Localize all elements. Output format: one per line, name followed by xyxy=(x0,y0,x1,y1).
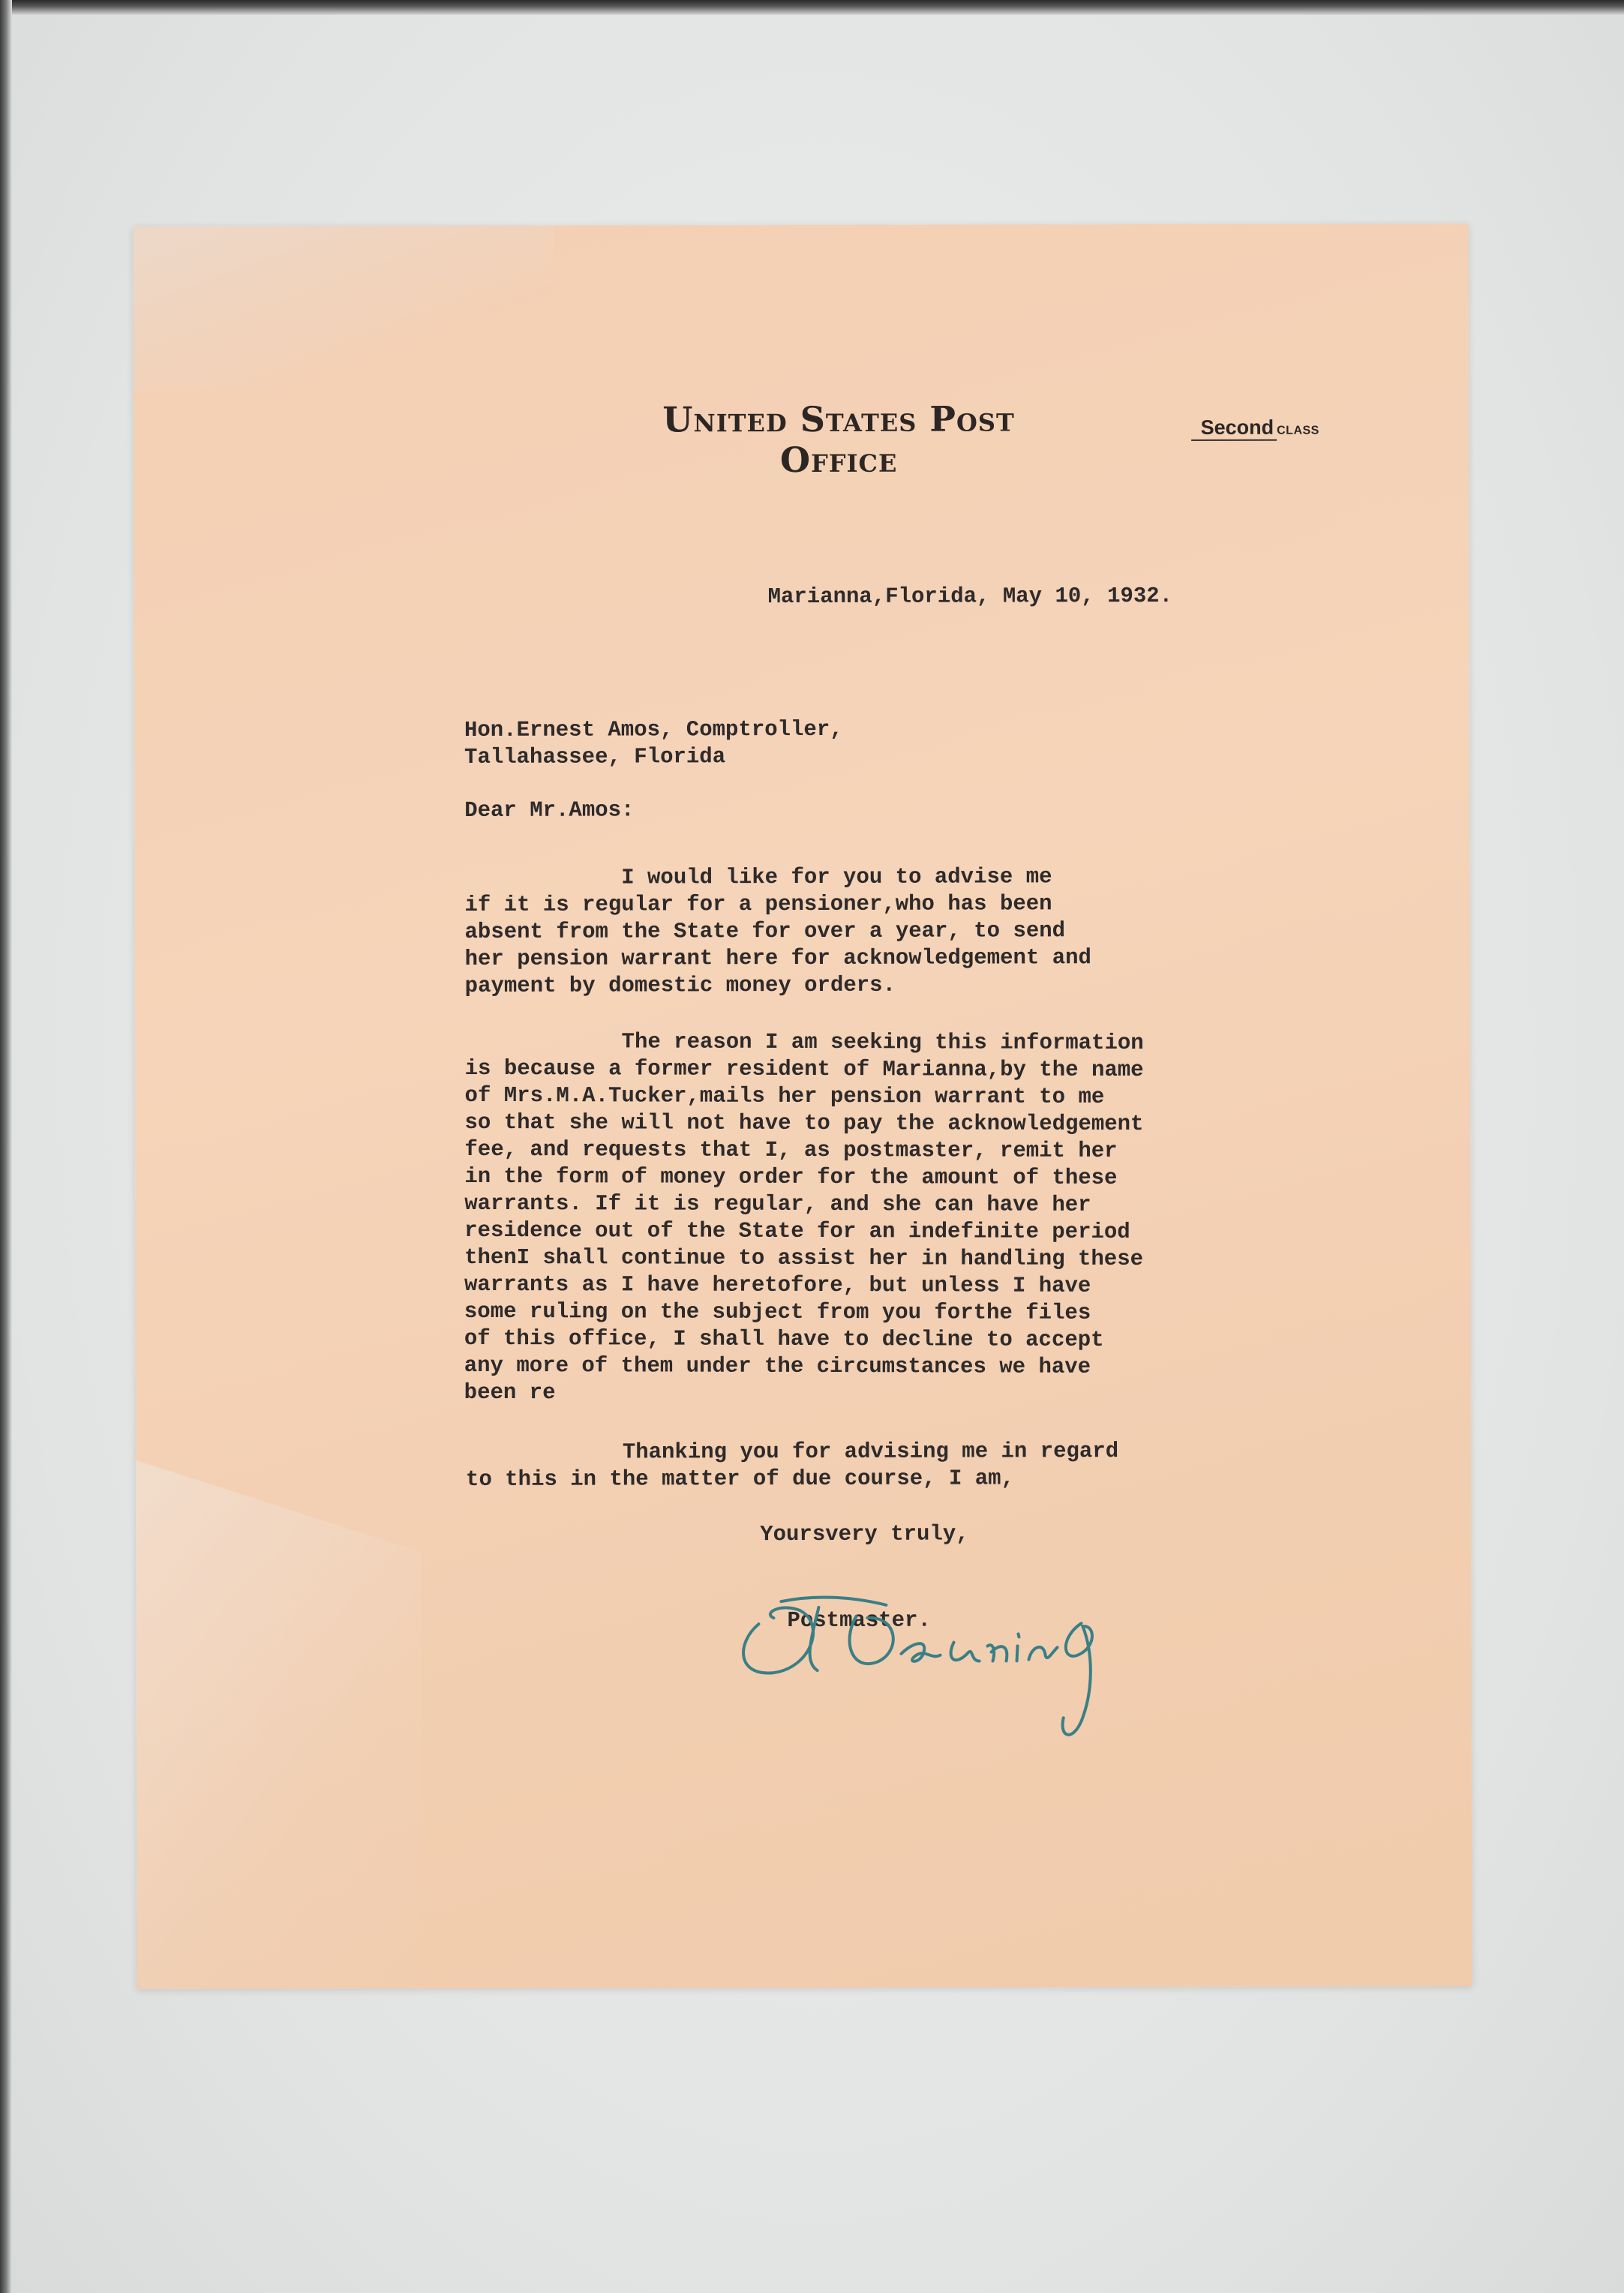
signature-text: T.J.Dearing xyxy=(1133,1742,1144,1745)
mail-class xyxy=(1191,416,1341,440)
recipient-line-2: Tallahassee, Florida xyxy=(464,744,726,770)
scan-left-edge xyxy=(0,0,12,2293)
body-paragraph-2: The reason I am seeking this information is because a former resident of Marianna,by the name of Mrs.M.A.Tucker,mails her pension warrant to me so that she will not have to pay the acknowledgement fee, and requests that I, as postmaster, remit her in the form of money order for the amount of these warrants. If it is regular, and she can have her residence out of the State for an indefinite period thenI shall continue to assist her in handling these warrants as I have heretofore, but unless I have some ruling on the subject from you forthe files of this office, I shall have to decline to accept any more of them under the circumstances we have been re xyxy=(464,1028,1144,1406)
body-paragraph-1: I would like for you to advise me if it is regular for a pensioner,who has been absent from the State for over a year, to send her pension warrant here for acknowledgement and payment by domestic money orders. xyxy=(464,864,1091,998)
letter-page xyxy=(134,224,1472,1989)
recipient-line-1: Hon.Ernest Amos, Comptroller, xyxy=(464,716,843,743)
corner-fold-shade xyxy=(134,226,554,392)
recipient-address xyxy=(464,716,843,771)
salutation: Dear Mr.Amos: xyxy=(464,797,635,823)
mail-class-label: CLASS xyxy=(1277,424,1319,437)
bottom-left-fold-shade xyxy=(134,1451,422,1989)
letterhead-title: United States Post Office xyxy=(662,398,1015,481)
scan-top-edge xyxy=(0,0,1624,15)
date-line: Marianna,Florida, May 10, 1932. xyxy=(767,583,1173,610)
signature-title: Postmaster. xyxy=(787,1607,931,1634)
complimentary-close: Yoursvery truly, xyxy=(760,1521,969,1547)
handwritten-signature xyxy=(728,1571,1149,1751)
body-paragraph-3: Thanking you for advising me in regard to this in the matter of due course, I am, xyxy=(465,1439,1119,1492)
mail-class-value: Second xyxy=(1191,416,1277,441)
